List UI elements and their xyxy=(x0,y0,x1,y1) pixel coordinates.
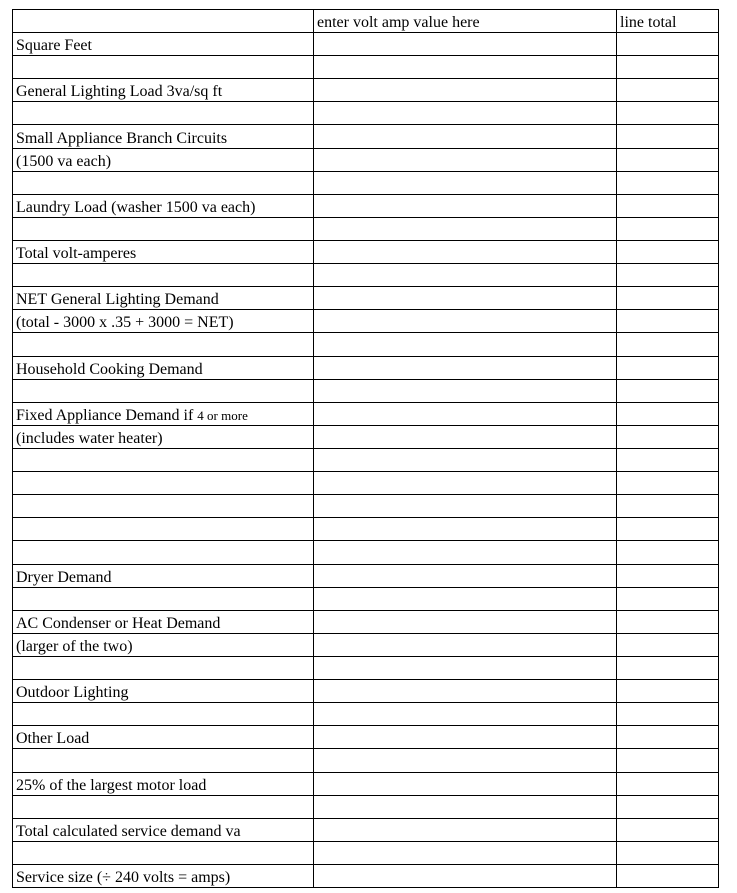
row-label-text: Square Feet xyxy=(16,37,92,55)
row-label xyxy=(13,472,314,495)
table-row xyxy=(13,240,719,263)
row-label-text: Outdoor Lighting xyxy=(16,684,129,702)
table-row xyxy=(13,864,719,887)
va-value-cell[interactable] xyxy=(314,680,617,703)
table-row xyxy=(13,541,719,564)
row-label xyxy=(13,356,314,379)
row-label xyxy=(13,726,314,749)
table-row xyxy=(13,472,719,495)
va-value-cell[interactable] xyxy=(314,333,617,356)
table-row xyxy=(13,217,719,240)
va-value-cell[interactable] xyxy=(314,541,617,564)
table-row xyxy=(13,818,719,841)
row-label xyxy=(13,495,314,518)
va-value-cell[interactable] xyxy=(314,703,617,726)
line-total-cell[interactable] xyxy=(617,772,719,795)
row-label-text: (includes water heater) xyxy=(16,429,163,447)
va-value-cell[interactable] xyxy=(314,749,617,772)
row-label xyxy=(13,772,314,795)
va-value-cell[interactable] xyxy=(314,148,617,171)
row-label xyxy=(13,333,314,356)
header-va-value: enter volt amp value here xyxy=(314,10,617,33)
row-label-text: Household Cooking Demand xyxy=(16,360,203,378)
va-value-cell[interactable] xyxy=(314,102,617,125)
row-label xyxy=(13,587,314,610)
va-value-cell[interactable] xyxy=(314,56,617,79)
line-total-cell[interactable] xyxy=(617,56,719,79)
va-value-cell[interactable] xyxy=(314,610,617,633)
va-value-cell[interactable] xyxy=(314,356,617,379)
va-value-cell[interactable] xyxy=(314,310,617,333)
table-row xyxy=(13,56,719,79)
table-row xyxy=(13,448,719,471)
line-total-cell[interactable] xyxy=(617,795,719,818)
table-row xyxy=(13,518,719,541)
line-total-cell[interactable] xyxy=(617,472,719,495)
line-total-cell[interactable] xyxy=(617,194,719,217)
va-value-cell[interactable] xyxy=(314,472,617,495)
table-row xyxy=(13,33,719,56)
va-value-cell[interactable] xyxy=(314,217,617,240)
row-label xyxy=(13,541,314,564)
va-value-cell[interactable] xyxy=(314,864,617,887)
va-value-cell[interactable] xyxy=(314,818,617,841)
table-row xyxy=(13,356,719,379)
row-label-text: Small Appliance Branch Circuits xyxy=(16,129,228,147)
line-total-cell[interactable] xyxy=(617,518,719,541)
header-line-total: line total xyxy=(617,10,719,33)
line-total-cell[interactable] xyxy=(617,379,719,402)
row-label xyxy=(13,125,314,148)
table-row xyxy=(13,194,719,217)
line-total-cell[interactable] xyxy=(617,217,719,240)
row-label-text: Service size (÷ 240 volts = amps) xyxy=(16,869,231,887)
row-label xyxy=(13,518,314,541)
row-label-text: 25% of the largest motor load xyxy=(16,776,207,794)
row-label-text: Total calculated service demand va xyxy=(16,822,241,840)
va-value-cell[interactable] xyxy=(314,379,617,402)
table-row xyxy=(13,726,719,749)
line-total-cell[interactable] xyxy=(617,102,719,125)
row-label-text: Total volt-amperes xyxy=(16,245,137,263)
row-label-text: (larger of the two) xyxy=(16,637,133,655)
va-value-cell[interactable] xyxy=(314,795,617,818)
line-total-cell[interactable] xyxy=(617,264,719,287)
table-row xyxy=(13,102,719,125)
line-total-cell[interactable] xyxy=(617,495,719,518)
header-label-cell xyxy=(13,10,314,33)
va-value-cell[interactable] xyxy=(314,240,617,263)
line-total-cell[interactable] xyxy=(617,864,719,887)
row-label xyxy=(13,102,314,125)
table-row xyxy=(13,633,719,656)
table-row xyxy=(13,171,719,194)
va-value-cell[interactable] xyxy=(314,264,617,287)
row-label-text: General Lighting Load 3va/sq ft xyxy=(16,83,223,101)
table-row xyxy=(13,79,719,102)
row-label xyxy=(13,33,314,56)
va-value-cell[interactable] xyxy=(314,656,617,679)
line-total-cell[interactable] xyxy=(617,749,719,772)
line-total-cell[interactable] xyxy=(617,171,719,194)
table-row xyxy=(13,148,719,171)
row-label xyxy=(13,633,314,656)
va-value-cell[interactable] xyxy=(314,448,617,471)
table-row xyxy=(13,264,719,287)
table-row xyxy=(13,125,719,148)
line-total-cell[interactable] xyxy=(617,402,719,425)
row-label xyxy=(13,56,314,79)
row-label xyxy=(13,448,314,471)
line-total-cell[interactable] xyxy=(617,703,719,726)
row-label-text: Fixed Appliance Demand if xyxy=(16,406,198,424)
row-label xyxy=(13,171,314,194)
table-row xyxy=(13,610,719,633)
line-total-cell[interactable] xyxy=(617,287,719,310)
table-row xyxy=(13,795,719,818)
table-row xyxy=(13,287,719,310)
line-total-cell[interactable] xyxy=(617,425,719,448)
table-row xyxy=(13,749,719,772)
row-label-text: Dryer Demand xyxy=(16,568,112,586)
line-total-cell[interactable] xyxy=(617,125,719,148)
va-value-cell[interactable] xyxy=(314,564,617,587)
va-value-cell[interactable] xyxy=(314,495,617,518)
header-row xyxy=(13,10,719,33)
va-value-cell[interactable] xyxy=(314,33,617,56)
va-value-cell[interactable] xyxy=(314,841,617,864)
row-label xyxy=(13,680,314,703)
row-label xyxy=(13,264,314,287)
row-label xyxy=(13,864,314,887)
line-total-cell[interactable] xyxy=(617,818,719,841)
line-total-cell[interactable] xyxy=(617,448,719,471)
table-row xyxy=(13,564,719,587)
row-label-text: AC Condenser or Heat Demand xyxy=(16,614,221,632)
table-row xyxy=(13,703,719,726)
line-total-cell[interactable] xyxy=(617,656,719,679)
row-label xyxy=(13,749,314,772)
table-row xyxy=(13,656,719,679)
row-label xyxy=(13,240,314,263)
row-label xyxy=(13,148,314,171)
load-calculation-sheet xyxy=(12,9,718,888)
va-value-cell[interactable] xyxy=(314,726,617,749)
row-label xyxy=(13,402,314,425)
row-label xyxy=(13,818,314,841)
table-row xyxy=(13,772,719,795)
row-label xyxy=(13,703,314,726)
row-label xyxy=(13,287,314,310)
line-total-cell[interactable] xyxy=(617,610,719,633)
va-value-cell[interactable] xyxy=(314,402,617,425)
line-total-cell[interactable] xyxy=(617,680,719,703)
row-label xyxy=(13,425,314,448)
row-label xyxy=(13,379,314,402)
row-label xyxy=(13,194,314,217)
line-total-cell[interactable] xyxy=(617,541,719,564)
row-label xyxy=(13,795,314,818)
line-total-cell[interactable] xyxy=(617,564,719,587)
line-total-cell[interactable] xyxy=(617,148,719,171)
va-value-cell[interactable] xyxy=(314,194,617,217)
table-row xyxy=(13,310,719,333)
row-label xyxy=(13,841,314,864)
row-label xyxy=(13,610,314,633)
table-row xyxy=(13,495,719,518)
line-total-cell[interactable] xyxy=(617,356,719,379)
row-label xyxy=(13,310,314,333)
table-row xyxy=(13,402,719,425)
line-total-cell[interactable] xyxy=(617,310,719,333)
va-value-cell[interactable] xyxy=(314,587,617,610)
row-label-text: Other Load xyxy=(16,730,90,748)
line-total-cell[interactable] xyxy=(617,841,719,864)
row-label-text: Laundry Load (washer 1500 va each) xyxy=(16,198,256,216)
line-total-cell[interactable] xyxy=(617,633,719,656)
row-label xyxy=(13,79,314,102)
va-value-cell[interactable] xyxy=(314,633,617,656)
va-value-cell[interactable] xyxy=(314,518,617,541)
table-row xyxy=(13,333,719,356)
table-row xyxy=(13,379,719,402)
row-label xyxy=(13,217,314,240)
row-label-text: (total - 3000 x .35 + 3000 = NET) xyxy=(16,314,234,332)
line-total-cell[interactable] xyxy=(617,33,719,56)
row-label-text: (1500 va each) xyxy=(16,152,112,170)
table-row xyxy=(13,587,719,610)
line-total-cell[interactable] xyxy=(617,333,719,356)
load-calculation-table xyxy=(12,9,719,888)
row-label xyxy=(13,656,314,679)
va-value-cell[interactable] xyxy=(314,79,617,102)
row-label-text: NET General Lighting Demand xyxy=(16,291,219,309)
table-row xyxy=(13,841,719,864)
line-total-cell[interactable] xyxy=(617,726,719,749)
line-total-cell[interactable] xyxy=(617,587,719,610)
line-total-cell[interactable] xyxy=(617,79,719,102)
line-total-cell[interactable] xyxy=(617,240,719,263)
va-value-cell[interactable] xyxy=(314,125,617,148)
va-value-cell[interactable] xyxy=(314,287,617,310)
row-label xyxy=(13,564,314,587)
va-value-cell[interactable] xyxy=(314,425,617,448)
va-value-cell[interactable] xyxy=(314,772,617,795)
table-row xyxy=(13,680,719,703)
va-value-cell[interactable] xyxy=(314,171,617,194)
table-row xyxy=(13,425,719,448)
row-label-note: 4 or more xyxy=(197,407,248,423)
